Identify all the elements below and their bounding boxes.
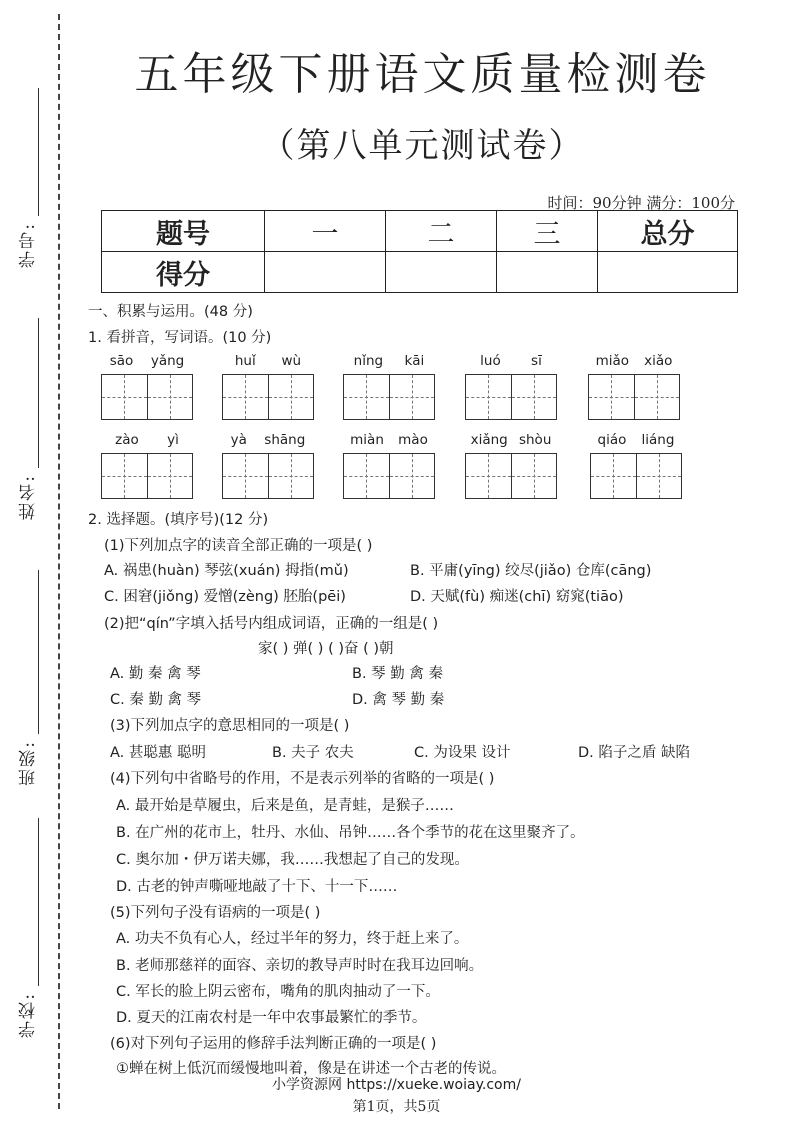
- question-title: 2. 选择题。(填序号)(12 分): [88, 512, 269, 528]
- class-field[interactable]: [38, 570, 39, 734]
- question-stem: (5)下列句子没有语病的一项是( ): [110, 905, 321, 921]
- pinyin-text: sāo: [109, 353, 134, 369]
- writing-box[interactable]: [343, 374, 435, 420]
- score-header-cell: 一: [265, 211, 386, 252]
- section-heading: 一、积累与运用。(48 分): [88, 304, 253, 320]
- score-header-cell: 三: [497, 211, 598, 252]
- pinyin-text: nǐng: [353, 353, 384, 369]
- pinyin-text: liáng: [641, 432, 675, 448]
- watermark-link[interactable]: 小学资源网 https://xueke.woiay.com/: [272, 1077, 521, 1093]
- option-c: C. 军长的脸上阴云密布，嘴角的肌肉抽动了一下。: [116, 984, 440, 1000]
- binding-dashed-line: [58, 14, 60, 1109]
- pinyin-text: shāng: [264, 432, 306, 448]
- option-b: B. 琴 勤 禽 秦: [352, 666, 443, 682]
- writing-box[interactable]: [222, 453, 314, 499]
- option-c: C. 为设果 设计: [414, 745, 511, 761]
- pinyin-item: [222, 353, 314, 420]
- writing-box[interactable]: [465, 374, 557, 420]
- writing-box[interactable]: [465, 453, 557, 499]
- option-d: D. 夏天的江南农村是一年中农事最繁忙的季节。: [116, 1010, 427, 1026]
- pinyin-text: yǎng: [150, 353, 185, 369]
- school-field[interactable]: [38, 818, 39, 986]
- question-stem: (3)下列加点字的意思相同的一项是( ): [110, 718, 350, 734]
- option-b: B. 老师那慈祥的面容、亲切的教导声时时在我耳边回响。: [116, 958, 484, 974]
- option-a: A. 祸患(huàn) 琴弦(xuán) 拇指(mǔ): [104, 563, 349, 579]
- score-header-cell: 题号: [102, 211, 265, 252]
- option-d: D. 天赋(fù) 痴迷(chī) 窈窕(tiāo): [410, 589, 624, 605]
- pinyin-text: miàn: [350, 432, 384, 448]
- pinyin-item: [101, 432, 193, 499]
- writing-box[interactable]: [101, 453, 193, 499]
- pinyin-text: wù: [281, 353, 302, 369]
- pinyin-item: [465, 432, 557, 499]
- sentence-item: ①蝉在树上低沉而缓慢地叫着，像是在讲述一个古老的传说。: [116, 1061, 506, 1077]
- option-d: D. 禽 琴 勤 秦: [352, 692, 445, 708]
- word-blanks: 家( ) 弹( ) ( )奋 ( )朝: [258, 641, 394, 657]
- class-label: 班级:: [19, 740, 39, 786]
- option-d: D. 古老的钟声嘶哑地敲了十下、十一下……: [116, 879, 398, 895]
- option-a: A. 最开始是草履虫，后来是鱼，是青蛙，是猴子……: [116, 798, 454, 814]
- page-number: 第1页，共5页: [352, 1099, 441, 1115]
- score-header-cell: 二: [386, 211, 497, 252]
- option-b: B. 夫子 农夫: [272, 745, 354, 761]
- pinyin-text: xiǎng: [470, 432, 508, 448]
- exam-subtitle: （第八单元测试卷）: [260, 126, 585, 166]
- option-a: A. 功夫不负有心人，经过半年的努力，终于赶上来了。: [116, 931, 469, 947]
- score-input-cell[interactable]: [497, 252, 598, 293]
- pinyin-item: [343, 432, 435, 499]
- option-a: A. 勤 秦 禽 琴: [110, 666, 201, 682]
- pinyin-text: zào: [115, 432, 139, 448]
- pinyin-item: [101, 353, 193, 420]
- exam-title: 五年级下册语文质量检测卷: [134, 49, 711, 100]
- writing-box[interactable]: [343, 453, 435, 499]
- score-input-cell[interactable]: [598, 252, 738, 293]
- option-a: A. 甚聪惠 聪明: [110, 745, 206, 761]
- student-id-field[interactable]: [38, 88, 39, 216]
- option-b: B. 平庸(yīng) 绞尽(jiǎo) 仓库(cāng): [410, 563, 652, 579]
- pinyin-text: yì: [167, 432, 179, 448]
- question-title: 1. 看拼音，写词语。(10 分): [88, 330, 272, 346]
- question-stem: (6)对下列句子运用的修辞手法判断正确的一项是( ): [110, 1036, 437, 1052]
- student-id-label: 学号:: [19, 222, 39, 268]
- pinyin-item: [588, 353, 680, 420]
- pinyin-text: mào: [398, 432, 428, 448]
- pinyin-item: [222, 432, 314, 499]
- option-c: C. 奥尔加・伊万诺夫娜，我……我想起了自己的发现。: [116, 852, 469, 868]
- pinyin-item: [343, 353, 435, 420]
- pinyin-text: miǎo: [595, 353, 629, 369]
- pinyin-text: qiáo: [597, 432, 627, 448]
- pinyin-text: huǐ: [234, 353, 256, 369]
- pinyin-item: [465, 353, 557, 420]
- score-header-cell: 总分: [598, 211, 738, 252]
- score-table: [101, 210, 738, 293]
- question-stem: (4)下列句中省略号的作用，不是表示列举的省略的一项是( ): [110, 771, 495, 787]
- pinyin-text: sī: [531, 353, 542, 369]
- pinyin-text: xiǎo: [644, 353, 673, 369]
- pinyin-item: [590, 432, 682, 499]
- pinyin-text: kāi: [404, 353, 425, 369]
- writing-box[interactable]: [588, 374, 680, 420]
- question-stem: (2)把“qín”字填入括号内组成词语，正确的一组是( ): [104, 616, 439, 632]
- option-c: C. 困窘(jiǒng) 爱憎(zèng) 胚胎(pēi): [104, 589, 346, 605]
- writing-box[interactable]: [222, 374, 314, 420]
- option-d: D. 陷子之盾 缺陷: [578, 745, 690, 761]
- writing-box[interactable]: [590, 453, 682, 499]
- option-c: C. 秦 勤 禽 琴: [110, 692, 202, 708]
- name-field[interactable]: [38, 318, 39, 468]
- school-label: 学校:: [19, 992, 39, 1038]
- question-stem: (1)下列加点字的读音全部正确的一项是( ): [104, 538, 373, 554]
- time-score-info: 时间：90分钟 满分：100分: [547, 194, 735, 212]
- writing-box[interactable]: [101, 374, 193, 420]
- score-input-cell[interactable]: [386, 252, 497, 293]
- name-label: 姓名:: [19, 474, 39, 520]
- pinyin-text: yà: [230, 432, 247, 448]
- pinyin-text: shòu: [518, 432, 552, 448]
- score-row-label: 得分: [102, 252, 265, 293]
- pinyin-text: luó: [480, 353, 501, 369]
- score-input-cell[interactable]: [265, 252, 386, 293]
- option-b: B. 在广州的花市上，牡丹、水仙、吊钟……各个季节的花在这里聚齐了。: [116, 825, 585, 841]
